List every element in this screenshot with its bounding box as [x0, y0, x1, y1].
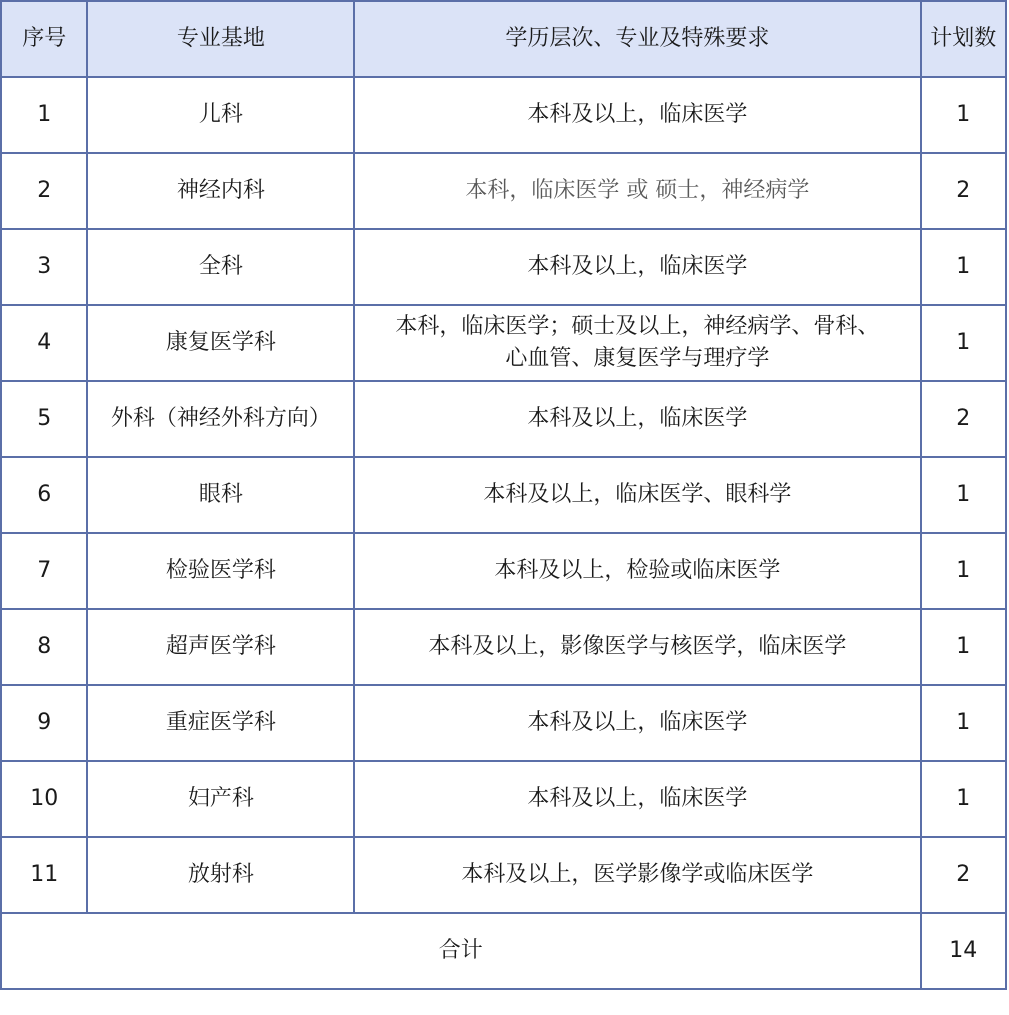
table-row: [1, 77, 1006, 153]
cell-plan: 2: [921, 381, 1006, 457]
requirements-line-1: 本科，临床医学；硕士及以上，神经病学、骨科、: [395, 314, 880, 339]
cell-plan: 1: [921, 761, 1006, 837]
header-no: 序号: [1, 1, 87, 77]
cell-requirements: 本科及以上，临床医学: [354, 761, 920, 837]
header-requirements: 学历层次、专业及特殊要求: [354, 1, 920, 77]
cell-no: 10: [1, 761, 87, 837]
cell-no: 5: [1, 381, 87, 457]
table-body: [1, 77, 1006, 989]
cell-plan: 1: [921, 609, 1006, 685]
cell-plan: 1: [921, 229, 1006, 305]
cell-requirements: 本科及以上，临床医学: [354, 77, 920, 153]
cell-base: 妇产科: [87, 761, 354, 837]
cell-no: 1: [1, 77, 87, 153]
cell-plan: 1: [921, 685, 1006, 761]
cell-no: 8: [1, 609, 87, 685]
cell-no: 6: [1, 457, 87, 533]
cell-base: 超声医学科: [87, 609, 354, 685]
requirements-line-2: 心血管、康复医学与理疗学: [505, 346, 770, 371]
cell-no: 4: [1, 305, 87, 381]
cell-plan: 2: [921, 837, 1006, 913]
cell-base: 儿科: [87, 77, 354, 153]
total-row: [1, 913, 1006, 989]
table-row: [1, 305, 1006, 381]
cell-requirements: 本科及以上，临床医学: [354, 229, 920, 305]
cell-no: 9: [1, 685, 87, 761]
cell-requirements: [354, 305, 920, 381]
cell-base: 康复医学科: [87, 305, 354, 381]
table-row: [1, 229, 1006, 305]
cell-plan: 1: [921, 457, 1006, 533]
cell-base: 眼科: [87, 457, 354, 533]
total-value: 14: [921, 913, 1006, 989]
cell-base: 重症医学科: [87, 685, 354, 761]
cell-no: 3: [1, 229, 87, 305]
table-row: [1, 685, 1006, 761]
cell-requirements: 本科及以上，临床医学: [354, 685, 920, 761]
cell-requirements: 本科，临床医学 或 硕士，神经病学: [354, 153, 920, 229]
cell-plan: 1: [921, 77, 1006, 153]
cell-no: 2: [1, 153, 87, 229]
table-row: [1, 381, 1006, 457]
header-plan: 计划数: [921, 1, 1006, 77]
cell-requirements: 本科及以上，临床医学: [354, 381, 920, 457]
cell-base: 外科（神经外科方向）: [87, 381, 354, 457]
table-row: [1, 457, 1006, 533]
cell-no: 7: [1, 533, 87, 609]
cell-base: 全科: [87, 229, 354, 305]
header-base: 专业基地: [87, 1, 354, 77]
cell-base: 放射科: [87, 837, 354, 913]
table-row: [1, 837, 1006, 913]
table-row: [1, 761, 1006, 837]
total-label: 合计: [1, 913, 921, 989]
cell-requirements: 本科及以上，影像医学与核医学，临床医学: [354, 609, 920, 685]
cell-base: 检验医学科: [87, 533, 354, 609]
table-row: [1, 533, 1006, 609]
cell-requirements: 本科及以上，医学影像学或临床医学: [354, 837, 920, 913]
cell-base: 神经内科: [87, 153, 354, 229]
cell-plan: 1: [921, 305, 1006, 381]
cell-plan: 1: [921, 533, 1006, 609]
table-row: [1, 153, 1006, 229]
cell-plan: 2: [921, 153, 1006, 229]
table-header: [1, 1, 1006, 77]
header-row: [1, 1, 1006, 77]
cell-no: 11: [1, 837, 87, 913]
cell-requirements: 本科及以上，临床医学、眼科学: [354, 457, 920, 533]
table-row: [1, 609, 1006, 685]
cell-requirements: 本科及以上，检验或临床医学: [354, 533, 920, 609]
